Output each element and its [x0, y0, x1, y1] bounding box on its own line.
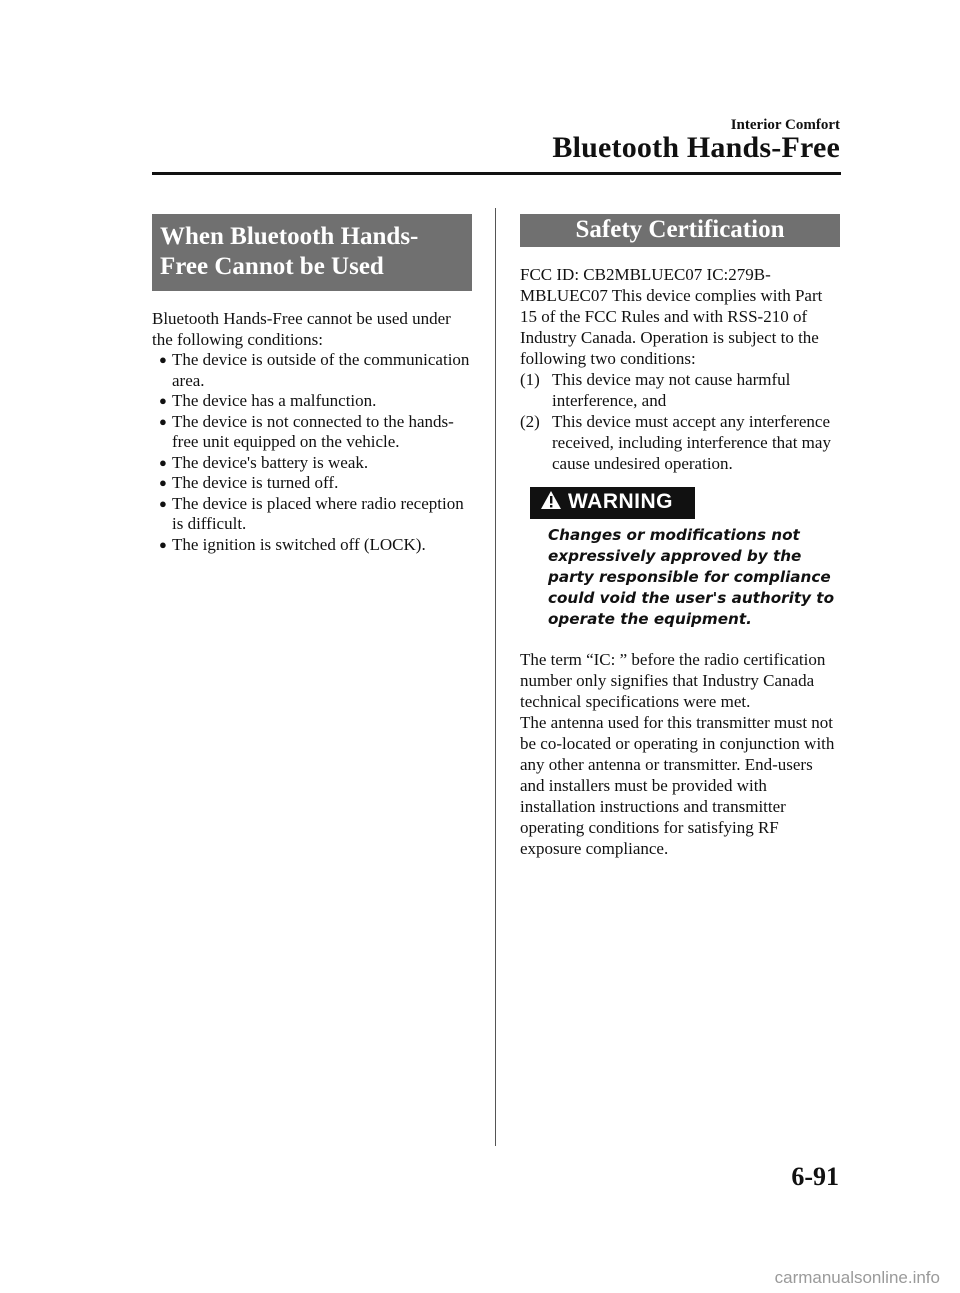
list-item-text: The device is outside of the communication area. — [172, 350, 470, 390]
condition-text: This device may not cause harmful interference, and — [552, 370, 791, 410]
section-heading-unavailable: When Bluetooth Hands-Free Cannot be Used — [152, 214, 472, 291]
fcc-statement: FCC ID: CB2MBLUEC07 IC:279B-MBLUEC07 This device complies with Part 15 of the FCC Rules and with RSS-210 of Industry Canada. Operation is subject to the following two conditions: — [520, 265, 823, 368]
list-item-text: The device has a malfunction. — [172, 391, 377, 410]
list-item — [152, 473, 472, 494]
list-item — [152, 350, 472, 391]
conditions-list — [152, 350, 472, 555]
bullet-icon: ● — [159, 536, 167, 552]
condition-text: This device must accept any interference received, including interference that may cause undesired operation. — [552, 412, 831, 473]
left-column — [152, 214, 472, 555]
warning-triangle-icon — [540, 490, 562, 517]
intro-text: Bluetooth Hands-Free cannot be used under the following conditions: — [152, 309, 451, 349]
list-item — [152, 453, 472, 474]
list-item-text: The device is not connected to the hands-free unit equipped on the vehicle. — [172, 411, 454, 451]
list-item — [520, 369, 840, 411]
condition-number: (2) — [520, 412, 540, 431]
right-column — [520, 214, 840, 859]
list-item-text: The ignition is switched off (LOCK). — [172, 534, 426, 554]
warning-text: Changes or modifications not expressively approved by the party responsible for compliance could void the user's authority to operate the equipment. — [548, 526, 834, 628]
bullet-icon: ● — [159, 495, 167, 511]
ic-paragraph: The term “IC: ” before the radio certification number only signifies that Industry Canada technical specifications were met. — [520, 650, 826, 711]
watermark: carmanualsonline.info — [774, 1268, 940, 1287]
list-item-text: The device is placed where radio reception is difficult. — [172, 493, 464, 533]
list-item — [520, 411, 840, 474]
antenna-paragraph: The antenna used for this transmitter must not be co-located or operating in conjunction with any other antenna or transmitter. End-users and installers must be provided with installation instructions and transmitter operating conditions for satisfying RF exposure compliance. — [520, 713, 835, 858]
page-title: Bluetooth Hands-Free — [552, 131, 840, 164]
list-item — [152, 494, 472, 535]
section-heading-safety: Safety Certification — [520, 214, 840, 247]
list-item-text: The device's battery is weak. — [172, 452, 369, 472]
condition-number: (1) — [520, 370, 540, 389]
list-item — [152, 391, 472, 412]
bullet-icon: ● — [159, 393, 167, 408]
list-item — [152, 535, 472, 556]
bullet-icon: ● — [159, 475, 167, 490]
warning-label: WARNING — [568, 490, 673, 513]
list-item — [152, 412, 472, 453]
fcc-conditions-list — [520, 369, 840, 474]
bullet-icon: ● — [159, 413, 167, 429]
warning-badge — [530, 487, 695, 519]
list-item-text: The device is turned off. — [172, 473, 339, 492]
header-rule — [152, 172, 841, 175]
warning-box — [520, 487, 840, 630]
page-number: 6-91 — [791, 1162, 839, 1191]
bullet-icon: ● — [159, 352, 167, 367]
column-divider — [495, 208, 496, 1146]
section-label: Interior Comfort — [730, 117, 840, 133]
bullet-icon: ● — [159, 454, 167, 470]
